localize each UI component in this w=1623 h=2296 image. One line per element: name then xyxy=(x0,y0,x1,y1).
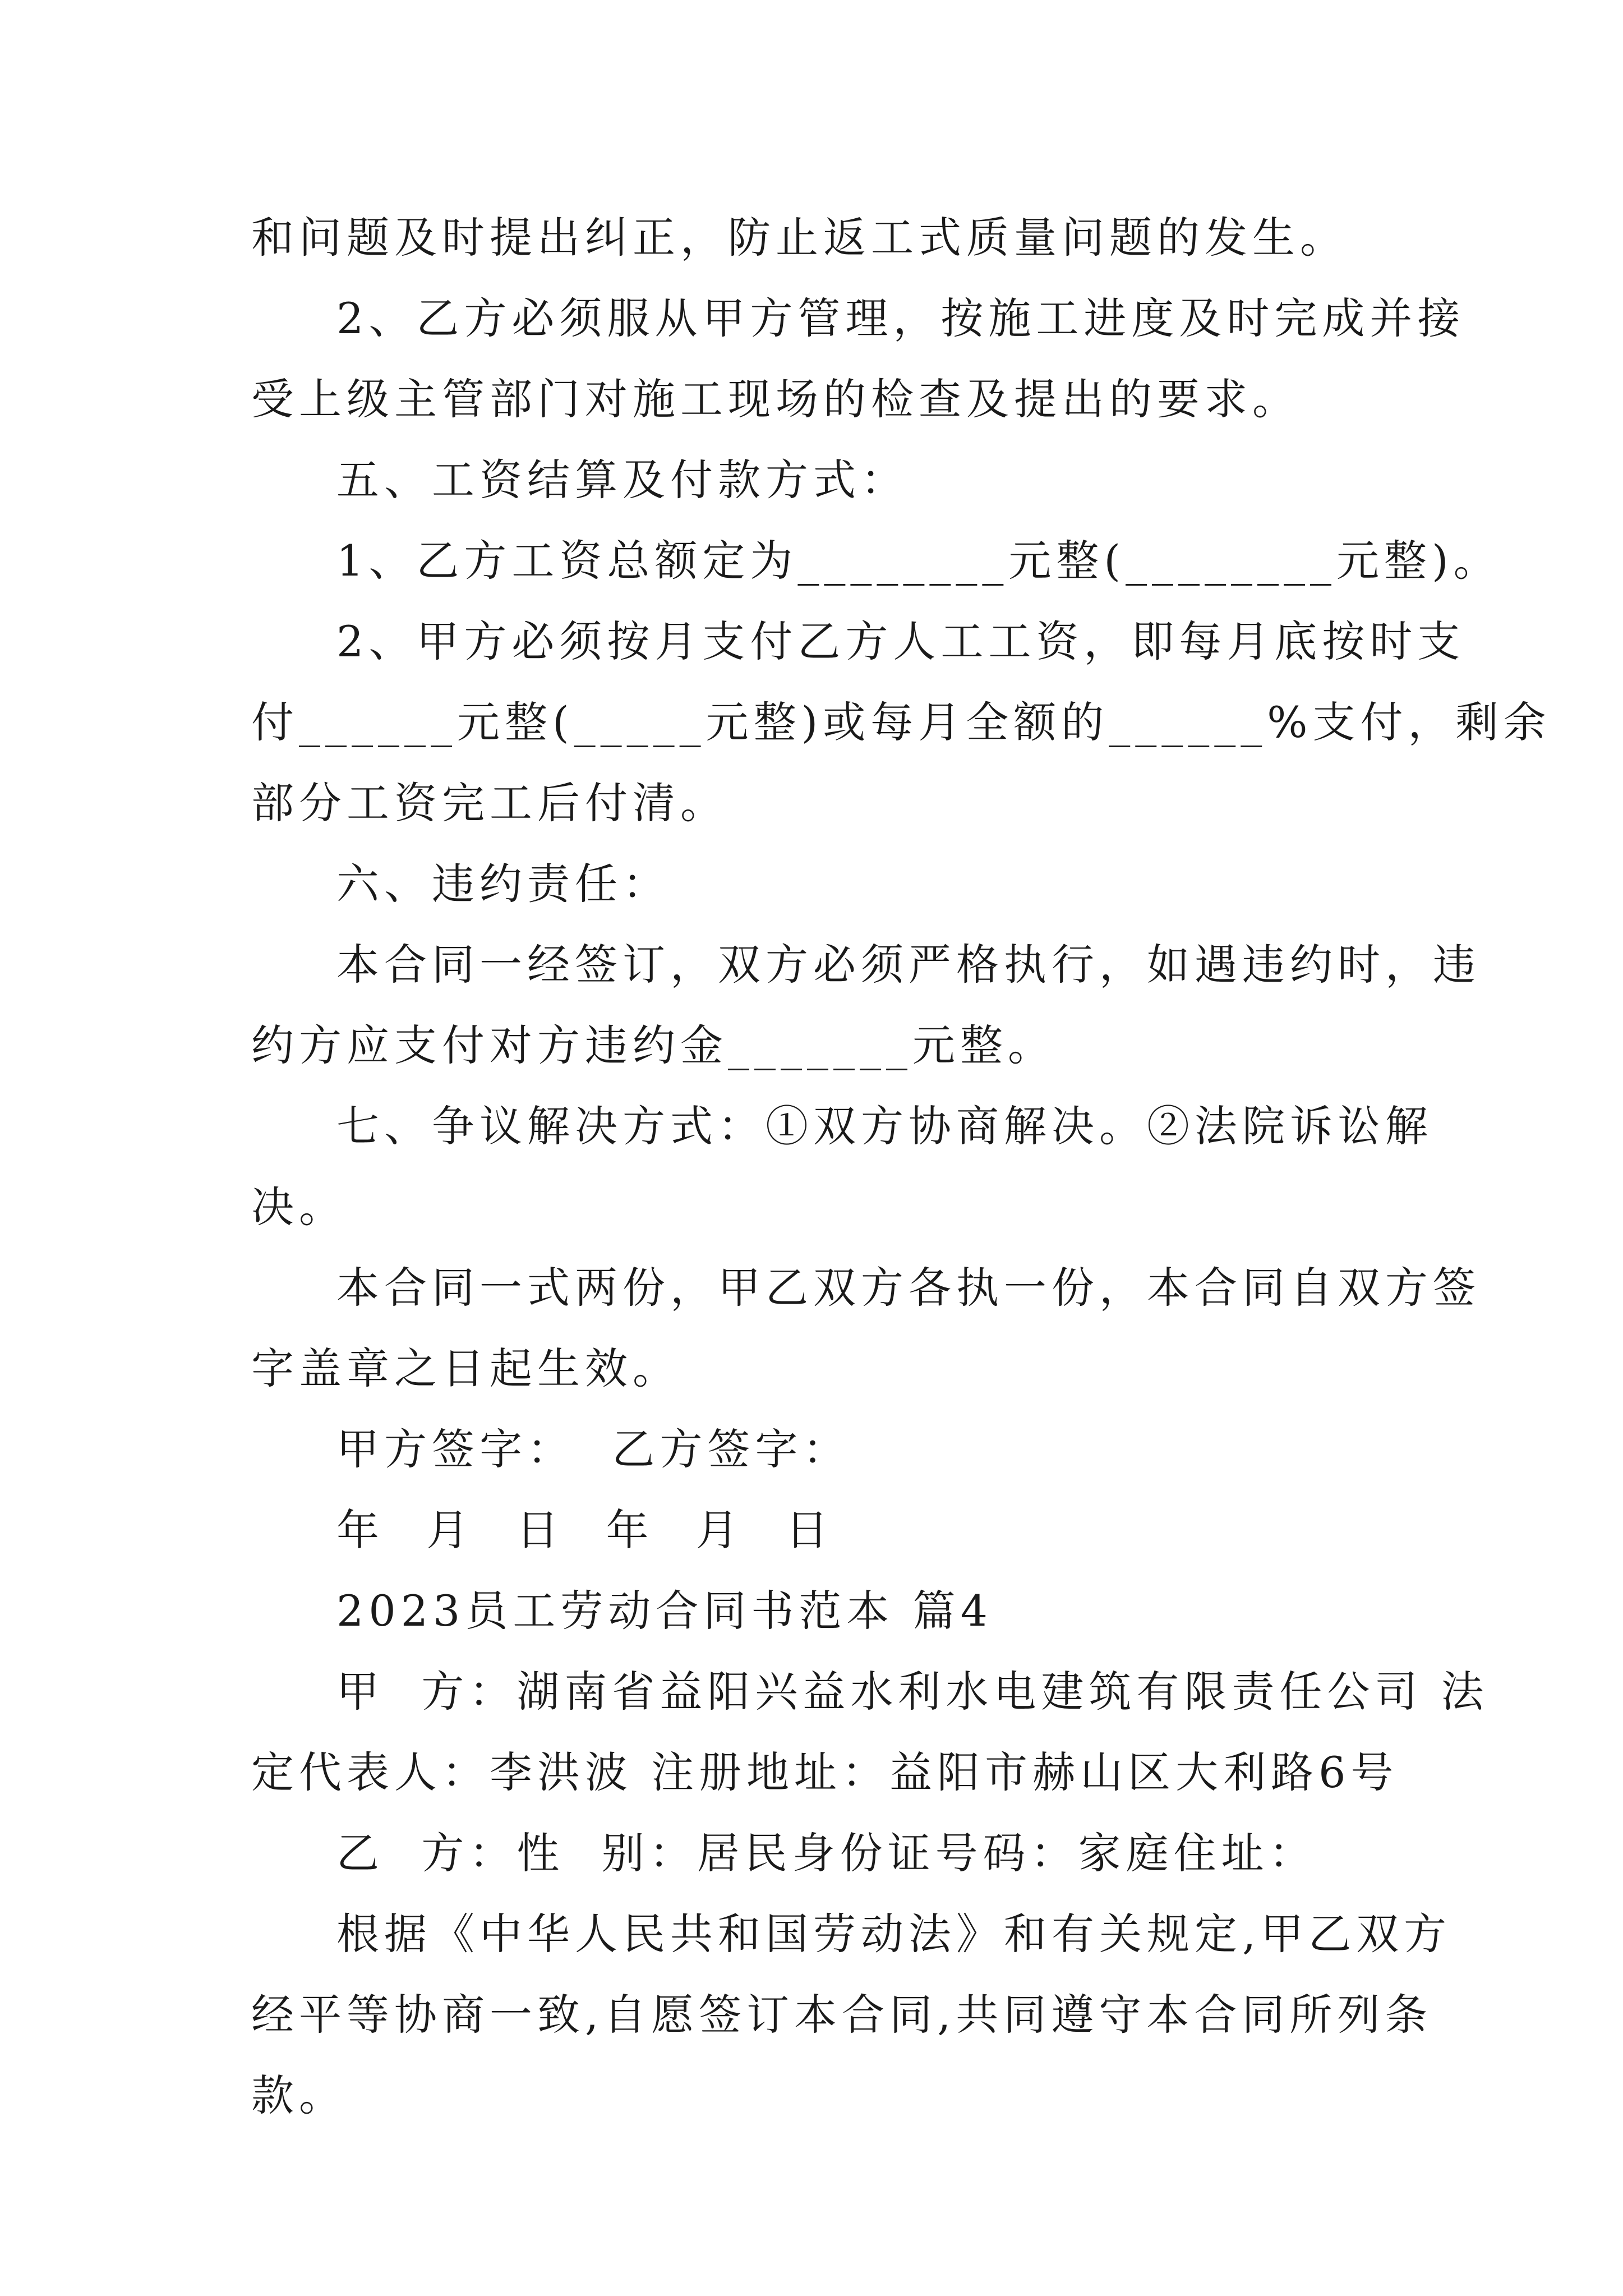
document-title: 2023员工劳动合同书范本 篇4 xyxy=(336,1586,993,1636)
section-heading: 五、工资结算及付款方式： xyxy=(336,455,909,505)
date-line: 年 月 日 年 月 日 xyxy=(336,1505,845,1555)
text-line: 决。 xyxy=(251,1182,347,1232)
party-a-line: 甲 方：湖南省益阳兴益水利水电建筑有限责任公司 法 xyxy=(336,1667,1489,1717)
text-line: 受上级主管部门对施工现场的检查及提出的要求。 xyxy=(251,374,1300,424)
section-heading: 六、违约责任： xyxy=(336,859,670,909)
section-heading: 七、争议解决方式：①双方协商解决。②法院诉讼解 xyxy=(336,1101,1433,1151)
party-a-details: 定代表人：李洪波 注册地址：益阳市赫山区大利路6号 xyxy=(251,1747,1399,1797)
text-line: 款。 xyxy=(251,2070,347,2120)
party-b-line: 乙 方：性 别：居民身份证号码：家庭住址： xyxy=(336,1828,1317,1878)
text-line: 2、甲方必须按月支付乙方人工工资，即每月底按时支 xyxy=(336,616,1465,666)
text-line: 1、乙方工资总额定为________元整(________元整)。 xyxy=(336,536,1501,586)
text-line: 和问题及时提出纠正，防止返工式质量问题的发生。 xyxy=(251,213,1348,263)
text-line: 付______元整(_____元整)或每月全额的______%支付，剩余 xyxy=(251,697,1551,747)
text-line: 部分工资完工后付清。 xyxy=(251,778,728,828)
text-line: 字盖章之日起生效。 xyxy=(251,1343,680,1393)
text-line: 约方应支付对方违约金_______元整。 xyxy=(251,1020,1055,1070)
text-line: 根据《中华人民共和国劳动法》和有关规定,甲乙双方 xyxy=(336,1909,1452,1959)
signature-labels: 甲方签字： 乙方签字： xyxy=(336,1424,851,1474)
text-line: 本合同一经签订，双方必须严格执行，如遇违约时，违 xyxy=(336,940,1481,990)
text-line: 本合同一式两份，甲乙双方各执一份，本合同自双方签 xyxy=(336,1263,1481,1313)
text-line: 2、乙方必须服从甲方管理，按施工进度及时完成并接 xyxy=(336,293,1465,343)
text-line: 经平等协商一致,自愿签订本合同,共同遵守本合同所列条 xyxy=(251,1990,1433,2040)
